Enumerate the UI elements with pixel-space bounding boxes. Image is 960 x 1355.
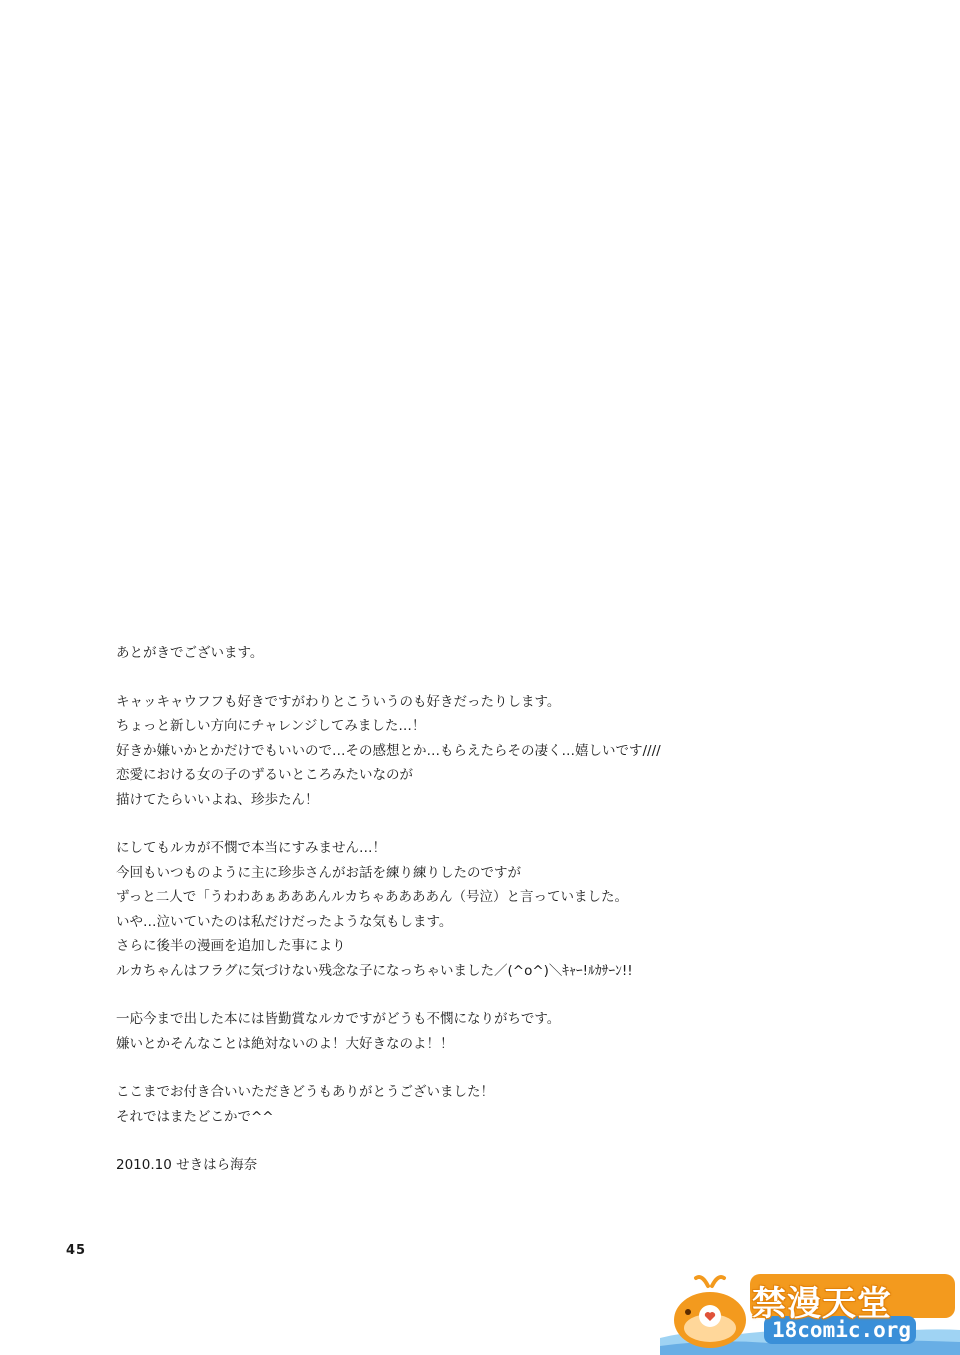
text-line: 嫌いとかそんなことは絶対ないのよ！大好きなのよ！！ [116,1035,454,1052]
text-line: ここまでお付き合いいただきどうもありがとうございました！ [116,1084,494,1100]
afterword-paragraph-5 [116,1080,836,1129]
text-line: さらに後半の漫画を追加した事により [116,938,346,954]
text-line: いや…泣いていたのは私だけだったような気もします。 [116,913,453,930]
text-line: ルカちゃんはフラグに気づけない残念な子になっちゃいました／(^o^)＼ｷｬｰ!ﾙｶｻｰﾝ!! [116,962,633,979]
text-line: キャッキャウフフも好きですがわりとこういうのも好きだったりします。 [116,693,561,710]
text-line: 好きか嫌いかとかだけでもいいので…その感想とか…もらえたらその凄く…嬉しいです//// [116,742,661,759]
text-line: ずっと二人で「うわわあぁあああんルカちゃああああん（号泣）と言っていました。 [116,889,629,905]
text-line: それではまたどこかで^^ [116,1108,274,1125]
afterword-text [116,641,836,1178]
text-line: 今回もいつものように主に珍歩さんがお話を練り練りしたのですが [116,864,521,881]
afterword-paragraph-1 [116,641,836,666]
afterword-paragraph-3 [116,836,836,983]
text-line: あとがきでございます。 [116,645,264,661]
text-line: ちょっと新しい方向にチャレンジしてみました…！ [116,718,426,734]
afterword-paragraph-2 [116,690,836,813]
site-watermark [660,1268,960,1355]
signoff-date-author: 2010.10 せきはら海奈 [116,1157,258,1173]
watermark-site: 18comic.org [772,1318,912,1342]
watermark-title: 禁漫天堂 [752,1284,892,1324]
afterword-paragraph-4 [116,1007,836,1056]
text-line: 描けてたらいいよね、珍歩たん！ [116,791,319,808]
whale-mascot-icon [668,1268,758,1355]
text-line: にしてもルカが不憫で本当にすみません…！ [116,840,386,856]
text-line: 一応今まで出した本には皆勤賞なルカですがどうも不憫になりがちです。 [116,1011,561,1027]
text-line: 恋愛における女の子のずるいところみたいなのが [116,767,413,783]
page-number: 45 [66,1243,87,1258]
